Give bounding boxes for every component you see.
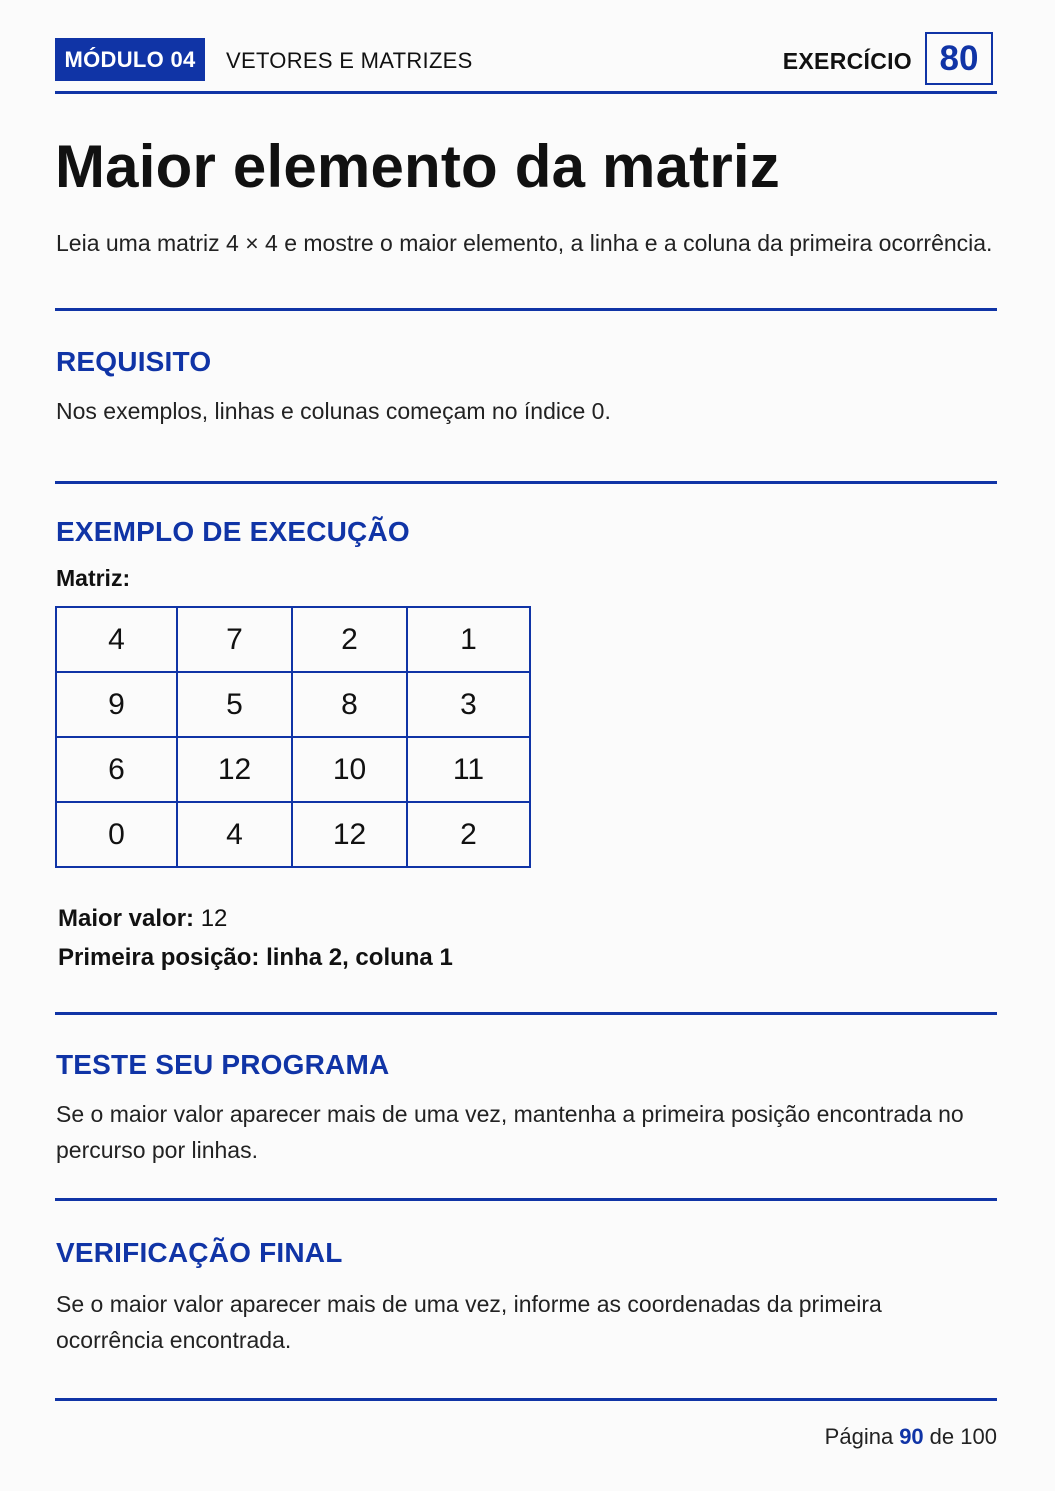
matrix-cell: 2 [407,802,530,867]
section-divider [55,1012,997,1015]
verificacao-heading: VERIFICAÇÃO FINAL [56,1237,343,1268]
module-badge: MÓDULO 04 [55,38,205,81]
position-line: Primeira posição: linha 2, coluna 1 [58,944,453,971]
matrix-cell: 9 [56,672,177,737]
max-value-label: Maior valor: [58,905,195,932]
header-divider [55,91,997,94]
matrix-cell: 2 [292,607,407,672]
total-pages: 100 [960,1424,997,1449]
matrix-cell: 11 [407,737,530,802]
matrix-cell: 3 [407,672,530,737]
intro-text: Leia uma matriz 4 × 4 e mostre o maior elemento, a linha e a coluna da primeira ocorrência. [56,230,993,256]
teste-text: Se o maior valor aparecer mais de uma vez, mantenha a primeira posição encontrada no percurso por linhas. [56,1101,964,1163]
exercise-label: EXERCÍCIO [782,48,912,74]
matrix-row [56,607,530,672]
page-title: Maior elemento da matriz [55,133,780,200]
matrix-cell: 4 [177,802,292,867]
current-page: 90 [899,1424,924,1449]
section-divider [55,308,997,311]
section-divider [55,481,997,484]
exercise-number: 80 [925,32,993,85]
matrix-cell: 7 [177,607,292,672]
matrix-label: Matriz: [56,565,131,591]
max-value: 12 [200,905,228,932]
requisito-heading: REQUISITO [56,346,212,377]
matrix-cell: 5 [177,672,292,737]
matrix-cell: 10 [292,737,407,802]
matrix-cell: 6 [56,737,177,802]
max-value-line [58,905,227,933]
verificacao-text: Se o maior valor aparecer mais de uma vez, informe as coordenadas da primeira ocorrência encontrada. [56,1291,882,1353]
teste-heading: TESTE SEU PROGRAMA [56,1049,390,1080]
exemplo-heading: EXEMPLO DE EXECUÇÃO [56,516,410,547]
page-counter [825,1424,997,1450]
footer-divider [55,1398,997,1401]
example-matrix [55,606,531,868]
page-word: Página [824,1424,894,1449]
matrix-row [56,737,530,802]
matrix-cell: 4 [56,607,177,672]
requisito-text: Nos exemplos, linhas e colunas começam no índice 0. [56,398,611,424]
matrix-cell: 12 [292,802,407,867]
module-title: VETORES E MATRIZES [226,48,473,73]
matrix-cell: 1 [407,607,530,672]
matrix-row [56,672,530,737]
matrix-row [56,802,530,867]
of-word: de [929,1424,955,1449]
matrix-cell: 0 [56,802,177,867]
matrix-cell: 8 [292,672,407,737]
matrix-cell: 12 [177,737,292,802]
section-divider [55,1198,997,1201]
